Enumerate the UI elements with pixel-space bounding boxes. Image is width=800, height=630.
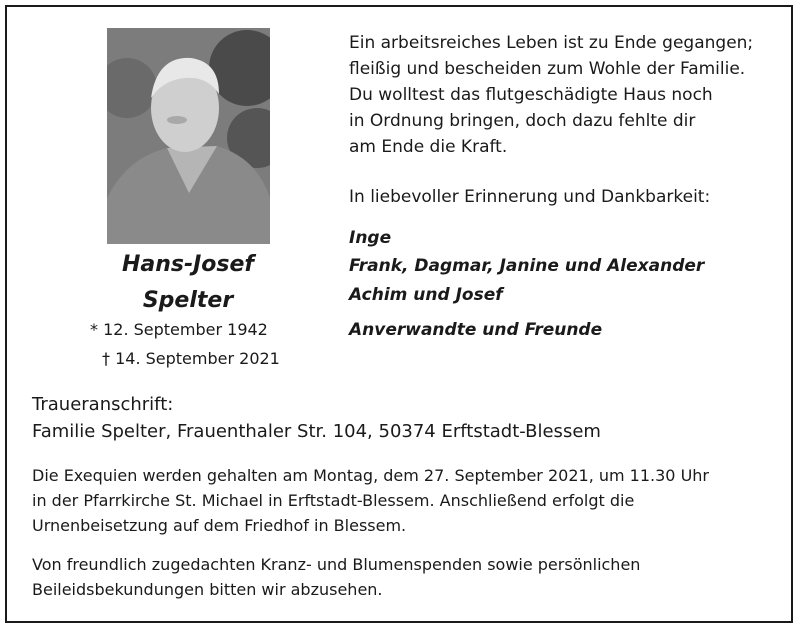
deceased-first-name: Hans-Josef	[121, 252, 255, 277]
mourner-name: Frank, Dagmar, Janine und Alexander	[349, 256, 705, 276]
verse-line: in Ordnung bringen, doch dazu fehlte dir	[349, 111, 696, 131]
verse-line: am Ende die Kraft.	[349, 137, 508, 157]
paragraph-line: Urnenbeisetzung auf dem Friedhof in Blessem.	[32, 516, 407, 535]
portrait-photo-icon	[107, 28, 270, 244]
paragraph-line: Beileidsbekundungen bitten wir abzusehen.	[32, 580, 383, 599]
remembrance-intro: In liebevoller Erinnerung und Dankbarkeit:	[349, 187, 711, 207]
paragraph-line: Von freundlich zugedachten Kranz- und Blumenspenden sowie persönlichen	[32, 555, 641, 574]
verse-line: Ein arbeitsreiches Leben ist zu Ende gegangen;	[349, 33, 754, 53]
paragraph-line: Die Exequien werden gehalten am Montag, dem 27. September 2021, um 11.30 Uhr	[32, 466, 709, 485]
portrait-photo	[107, 28, 270, 244]
mourner-name: Achim und Josef	[349, 285, 503, 305]
deceased-last-name: Spelter	[142, 288, 234, 313]
address-value: Familie Spelter, Frauenthaler Str. 104, 50374 Erftstadt-Blessem	[32, 421, 601, 442]
relatives-line: Anverwandte und Freunde	[349, 320, 603, 340]
verse-line: fleißig und bescheiden zum Wohle der Familie.	[349, 59, 746, 79]
birth-date: * 12. September 1942	[90, 320, 268, 339]
verse-line: Du wolltest das flutgeschädigte Haus noch	[349, 85, 713, 105]
verse-text	[349, 30, 779, 160]
request-paragraph	[32, 552, 782, 602]
address-label: Traueranschrift:	[32, 394, 174, 415]
paragraph-line: in der Pfarrkirche St. Michael in Erftstadt-Blessem. Anschließend erfolgt die	[32, 491, 635, 510]
death-date: † 14. September 2021	[102, 349, 280, 368]
mourner-name: Inge	[349, 228, 392, 248]
exequien-paragraph	[32, 463, 782, 538]
